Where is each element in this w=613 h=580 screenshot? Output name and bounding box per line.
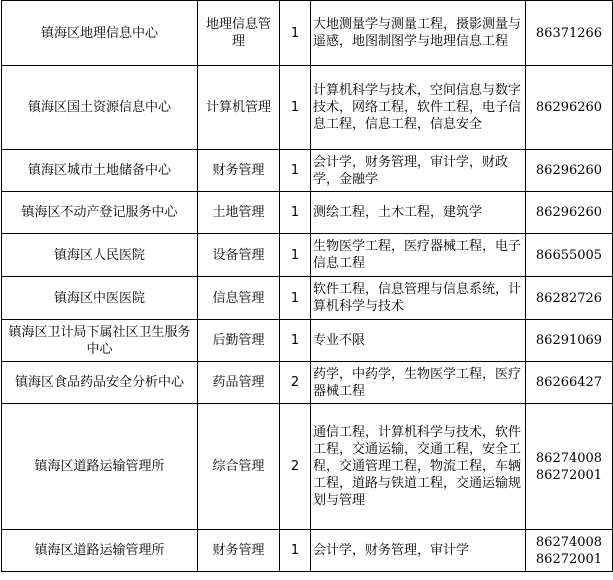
- count-cell: 1: [280, 66, 311, 150]
- count-cell: 1: [280, 530, 311, 572]
- phone-cell: [526, 362, 613, 404]
- major-cell: 会计学，财务管理，审计学: [311, 530, 526, 572]
- position-cell: 地理信息管理: [198, 1, 280, 66]
- unit-cell: 镇海区人民医院: [2, 234, 198, 277]
- major-cell: 测绘工程，土木工程，建筑学: [311, 192, 526, 234]
- table-row: [2, 362, 613, 404]
- unit-cell: 镇海区国土资源信息中心: [2, 66, 198, 150]
- major-cell: 生物医学工程，医疗器械工程，电子信息工程: [311, 234, 526, 277]
- phone-number: 86266427: [535, 375, 603, 390]
- phone-cell: [526, 1, 613, 66]
- phone-cell: [526, 150, 613, 192]
- table-row: [2, 150, 613, 192]
- phone-cell: [526, 530, 613, 572]
- position-cell: 药品管理: [198, 362, 280, 404]
- unit-cell: 镇海区道路运输管理所: [2, 530, 198, 572]
- table-row: [2, 1, 613, 66]
- table-row: [2, 320, 613, 362]
- phone-cell: [526, 66, 613, 150]
- position-cell: 后勤管理: [198, 320, 280, 362]
- table-row: [2, 530, 613, 572]
- position-cell: 土地管理: [198, 192, 280, 234]
- major-cell: 会计学，财务管理，审计学，财政学，金融学: [311, 150, 526, 192]
- count-cell: 1: [280, 150, 311, 192]
- count-cell: 1: [280, 234, 311, 277]
- count-cell: 1: [280, 320, 311, 362]
- position-cell: 综合管理: [198, 404, 280, 530]
- major-cell: 通信工程，计算机科学与技术，软件工程，交通运输，交通工程，安全工程，交通管理工程，物流工程，车辆工程，道路与铁道工程，交通运输规划与管理: [311, 404, 526, 530]
- unit-cell: 镇海区中医医院: [2, 277, 198, 320]
- phone-number: 86291069: [535, 333, 603, 348]
- phone-cell: [526, 277, 613, 320]
- phone-number: 86274008: [535, 450, 603, 466]
- phone-number: 86371266: [535, 25, 603, 41]
- recruitment-table: [1, 0, 613, 572]
- count-cell: 2: [280, 404, 311, 530]
- count-cell: 1: [280, 1, 311, 66]
- position-cell: 财务管理: [198, 150, 280, 192]
- count-cell: 1: [280, 192, 311, 234]
- table-row: [2, 404, 613, 530]
- count-cell: 2: [280, 362, 311, 404]
- phone-cell: [526, 234, 613, 277]
- unit-cell: 镇海区地理信息中心: [2, 1, 198, 66]
- unit-cell: 镇海区食品药品安全分析中心: [2, 362, 198, 404]
- phone-number: 86296260: [535, 205, 603, 220]
- table-row: [2, 192, 613, 234]
- unit-cell: 镇海区不动产登记服务中心: [2, 192, 198, 234]
- phone-number: 86296260: [535, 100, 603, 115]
- unit-cell: 镇海区卫计局下属社区卫生服务中心: [2, 320, 198, 362]
- table-row: [2, 234, 613, 277]
- major-cell: 计算机科学与技术，空间信息与数字技术，网络工程，软件工程，电子信息工程，信息工程，信息安全: [311, 66, 526, 150]
- phone-cell: [526, 404, 613, 530]
- position-cell: 信息管理: [198, 277, 280, 320]
- position-cell: 财务管理: [198, 530, 280, 572]
- phone-number: 86272001: [535, 551, 603, 567]
- unit-cell: 镇海区道路运输管理所: [2, 404, 198, 530]
- phone-number: 86274008: [535, 534, 603, 550]
- phone-cell: [526, 320, 613, 362]
- phone-number: 86272001: [535, 467, 603, 483]
- position-cell: 计算机管理: [198, 66, 280, 150]
- unit-cell: 镇海区城市土地储备中心: [2, 150, 198, 192]
- major-cell: 大地测量学与测量工程，摄影测量与遥感，地图制图学与地理信息工程: [311, 1, 526, 66]
- major-cell: 专业不限: [311, 320, 526, 362]
- phone-cell: [526, 192, 613, 234]
- phone-number: 86282726: [535, 290, 603, 306]
- position-cell: 设备管理: [198, 234, 280, 277]
- phone-number: 86296260: [535, 163, 603, 178]
- major-cell: 软件工程，信息管理与信息系统，计算机科学与技术: [311, 277, 526, 320]
- table-row: [2, 277, 613, 320]
- major-cell: 药学，中药学，生物医学工程，医疗器械工程: [311, 362, 526, 404]
- table-row: [2, 66, 613, 150]
- phone-number: 86655005: [535, 247, 603, 263]
- count-cell: 1: [280, 277, 311, 320]
